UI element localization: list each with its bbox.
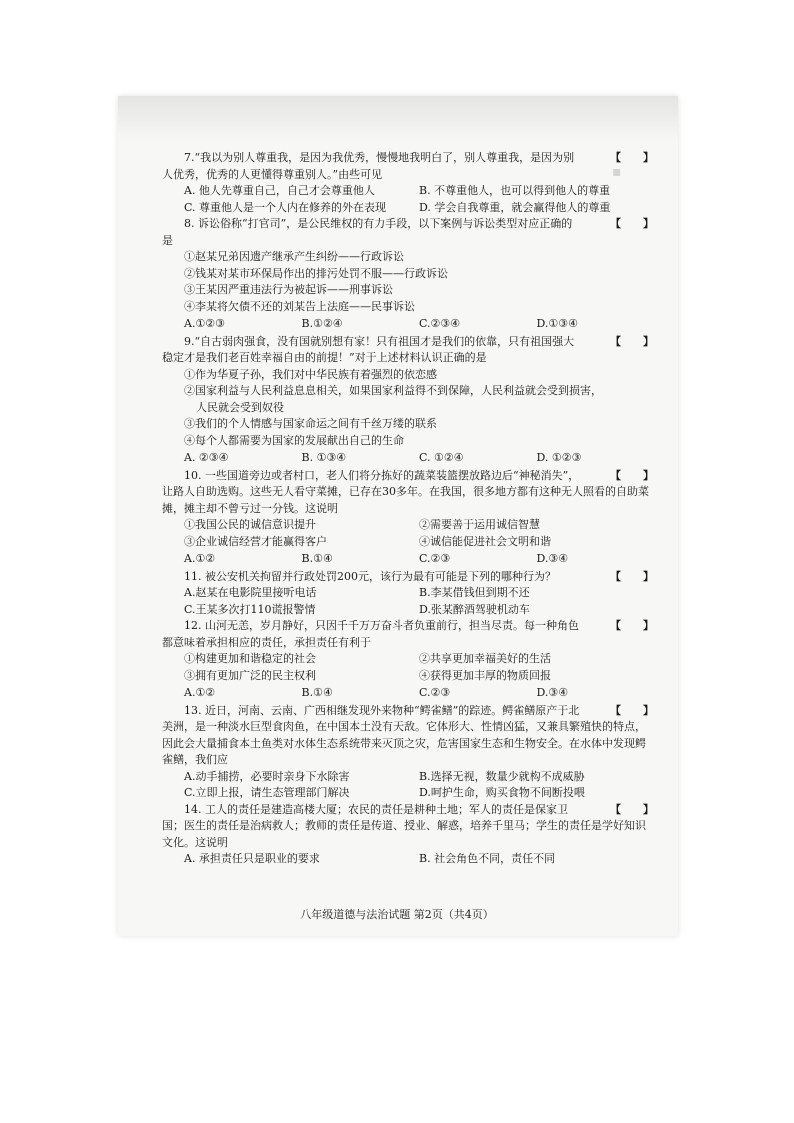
option-b: B.①④: [301, 552, 333, 565]
question-list: [162, 150, 654, 868]
option-c: C.②③④: [419, 317, 461, 330]
question-stem: 10. 一些国道旁边或者村口，老人们将分拣好的蔬菜装篮摆放路边后“神秘消失”，让路人自助选购。这些无人看守菜摊，已存在30多年。在我国，很多地方都有这种无人照看的自助菜摊，摊主却不曾亏过一分钱。这说明: [162, 468, 649, 515]
answer-bracket[interactable]: 【 】: [610, 569, 654, 583]
option-a: A. 他人先尊重自己，自己才会尊重他人: [184, 184, 375, 197]
option-c: C.②③: [419, 552, 451, 565]
option-b: B. ①③④: [301, 451, 347, 464]
statement-1: ①作为华夏子孙，我们对中华民族有着强烈的依恋感: [184, 367, 437, 381]
statement-2: ②需要善于运用诚信智慧: [419, 518, 540, 531]
statement-4: ④李某将欠债不还的刘某告上法庭——民事诉讼: [184, 299, 415, 313]
scan-shadow: [118, 96, 678, 140]
question-7: [162, 150, 654, 216]
option-b: B.选择无视，数量少就构不成威胁: [419, 769, 585, 783]
statement-2: ②钱某对某市环保局作出的排污处罚不服——行政诉讼: [184, 266, 448, 280]
question-12: [162, 618, 654, 702]
option-d: D. 学会自我尊重，就会赢得他人的尊重: [419, 200, 611, 214]
question-8: [162, 216, 654, 333]
option-a: A. ②③④: [184, 451, 229, 464]
statement-2: ②共享更加幸福美好的生活: [419, 652, 551, 665]
option-a: A.①②: [184, 552, 216, 565]
option-a: A. 承担责任只是职业的要求: [184, 852, 320, 865]
statement-2: ②国家利益与人民利益息息相关，如果国家利益得不到保障，人民利益就会受到损害，: [184, 384, 602, 397]
question-9: [162, 334, 654, 467]
question-stem: 13. 近日，河南、云南、广西相继发现外来物种“鳄雀鳝”的踪迹。鳄雀鳝原产于北美洲，是一种淡水巨型食肉鱼，在中国本土没有天敌。它体形大、性情凶猛，又兼具繁殖快的特点，因此会大量捕食本土鱼类对水体生态系统带来灭顶之灾，危害国家生态和生物安全。在水体中发现鳄雀鳝，我们应: [162, 703, 646, 766]
option-a: A.动手捕捞，必要时亲身下水除害: [184, 769, 350, 783]
answer-bracket[interactable]: 【 】: [610, 619, 654, 632]
question-stem: 11. 被公安机关拘留并行政处罚200元，该行为最有可能是下列的哪种行为？: [184, 569, 556, 583]
answer-bracket[interactable]: 【 】: [610, 468, 654, 482]
option-d: D.①③④: [536, 317, 579, 330]
question-11: [162, 569, 654, 619]
question-13: [162, 703, 654, 802]
option-d: D. ①②③: [536, 451, 582, 464]
statement-4: ④每个人都需要为国家的发展献出自己的生命: [184, 433, 404, 447]
statement-4: ④诚信能促进社会文明和谐: [419, 534, 551, 548]
statement-1: ①赵某兄弟因遗产继承产生纠纷——行政诉讼: [184, 250, 404, 263]
answer-bracket[interactable]: 【 】: [610, 802, 654, 816]
statement-3: ③我们的个人情感与国家命运之间有千丝万缕的联系: [184, 417, 437, 430]
question-14: [162, 802, 654, 868]
option-c: C. ①②④: [419, 451, 464, 464]
option-c: C.②③: [419, 686, 451, 699]
statement-3: ③拥有更加广泛的民主权利: [184, 668, 316, 682]
question-stem: 12. 山河无恙，岁月静好，只因千千万万奋斗者负重前行，担当尽责。每一种角色都意味着承担相应的责任，承担责任有利于: [162, 619, 579, 649]
statement-3: ③企业诚信经营才能赢得客户: [184, 534, 327, 548]
statement-1: ①我国公民的诚信意识提升: [184, 518, 316, 531]
option-d: D.③④: [536, 686, 569, 699]
option-c: C.立即上报，请生态管理部门解决: [184, 786, 350, 799]
answer-bracket[interactable]: 【 】: [610, 217, 654, 230]
statement-3: ③王某因严重违法行为被起诉——刑事诉讼: [184, 283, 393, 296]
question-stem: 9.“自古弱肉强食，没有国就别想有家！只有祖国才是我们的依靠，只有祖国强大稳定才是我们老百姓幸福自由的前提！”对于上述材料认识正确的是: [162, 334, 575, 364]
question-10: [162, 468, 654, 568]
option-a: A.赵某在电影院里接听电话: [184, 586, 317, 599]
option-b: B.李某借钱但到期不还: [419, 586, 530, 599]
option-a: A.①②③: [184, 317, 226, 330]
question-stem: 14. 工人的责任是建造高楼大厦；农民的责任是耕种土地；军人的责任是保家卫国；医生的责任是治病救人；教师的责任是传道、授业、解惑，培养千里马；学生的责任是学好知识文化。这说明: [162, 802, 646, 849]
question-stem: 8. 诉讼俗称“打官司”，是公民维权的有力手段，以下案例与诉讼类型对应正确的是: [162, 217, 573, 247]
answer-bracket[interactable]: 【 】: [610, 151, 654, 164]
option-c: C. 尊重他人是一个人内在修养的外在表现: [184, 200, 387, 214]
statement-1: ①构建更加和谐稳定的社会: [184, 652, 316, 665]
option-c: C.王某多次打110谎报警情: [184, 602, 316, 616]
question-stem: 7.“我以为别人尊重我，是因为我优秀，慢慢地我明白了，别人尊重我，是因为别人优秀，优秀的人更懂得尊重别人。”由些可见: [162, 151, 575, 181]
option-d: D.呵护生命，购买食物不间断投喂: [419, 786, 585, 799]
statement-2-continued: 人民就会受到奴役: [196, 400, 284, 414]
option-d: D.③④: [536, 552, 569, 565]
answer-bracket[interactable]: 【 】: [610, 703, 654, 717]
bleed-through-mark: ▪: [612, 164, 622, 180]
option-b: B. 社会角色不同，责任不同: [419, 852, 556, 865]
statement-4: ④获得更加丰厚的物质回报: [419, 668, 551, 682]
option-d: D.张某醉酒驾驶机动车: [419, 602, 530, 616]
option-b: B.①②④: [301, 317, 343, 330]
page-footer: 八年级道德与法治试题 第2页（共4页）: [300, 908, 494, 921]
option-a: A.①②: [184, 686, 216, 699]
option-b: B.①④: [301, 686, 333, 699]
option-b: B. 不尊重他人，也可以得到他人的尊重: [419, 184, 611, 197]
answer-bracket[interactable]: 【 】: [610, 334, 654, 348]
